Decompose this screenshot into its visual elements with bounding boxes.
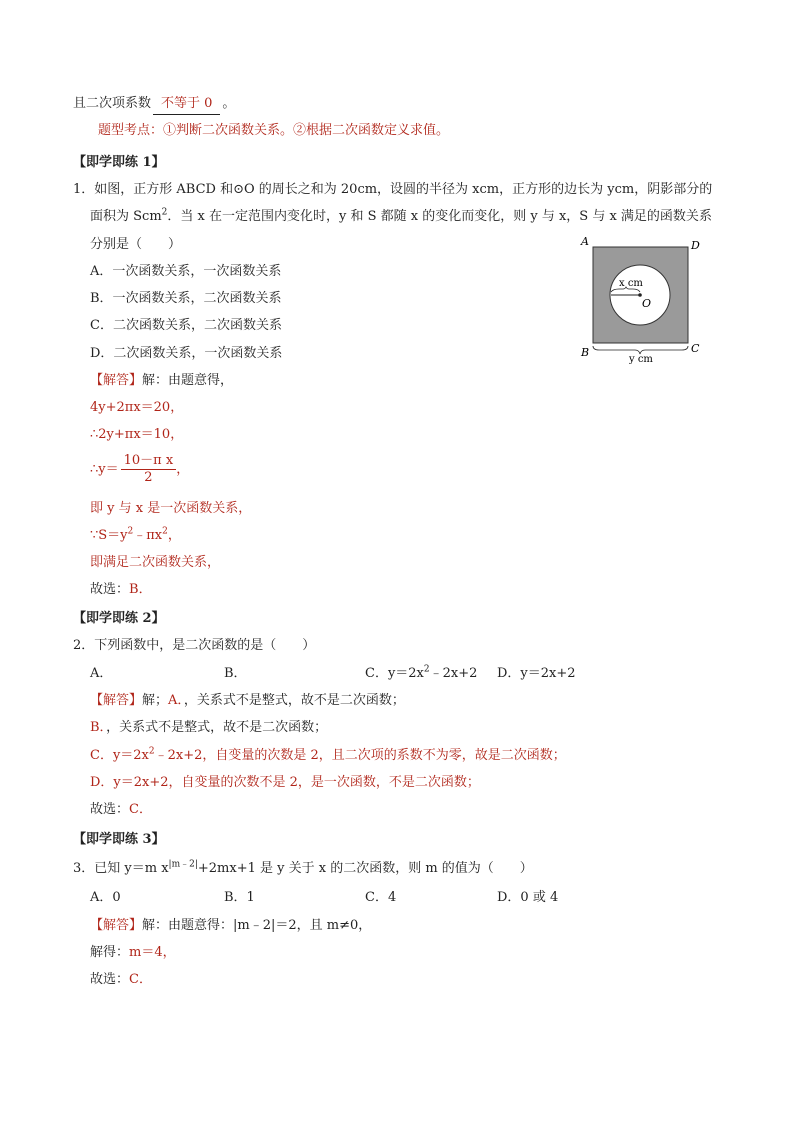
- choice-value: C．: [129, 802, 152, 817]
- option-1-c: C．二次函数关系，二次函数关系: [90, 318, 282, 333]
- answer-1-step-5: [90, 526, 181, 546]
- answer-label: 【解答】: [90, 373, 143, 388]
- q3-b: +2mx+1 是 y 关于 x 的二次函数，则 m 的值为（ ）: [197, 861, 533, 876]
- superscript: 2: [148, 746, 155, 757]
- superscript: 2: [423, 664, 430, 675]
- option-1-d: D．二次函数关系，一次函数关系: [90, 346, 283, 361]
- option-1-b: B．一次函数关系，二次函数关系: [90, 291, 282, 306]
- vertex-d-label: D: [691, 239, 700, 252]
- fraction: [121, 453, 177, 486]
- fraction-numerator: 10－π x: [121, 453, 177, 470]
- center-o-label: O: [642, 297, 652, 310]
- exponent: |m﹣2|: [168, 859, 198, 870]
- opt-c-a: C．y＝2x: [365, 666, 424, 681]
- question-2: 2．下列函数中，是二次函数的是（ ）: [73, 638, 316, 653]
- a1-c: ，关系式不是整式，故不是二次函数；: [183, 693, 405, 708]
- solve-value: m＝4，: [129, 945, 176, 960]
- q3-a: 3．已知 y＝m x: [73, 861, 169, 876]
- superscript: 2: [162, 526, 168, 537]
- answer-2-line-4: D．y＝2x+2，自变量的次数不是 2，是一次函数，不是二次函数；: [90, 775, 480, 790]
- q2-text-a: 面积为 Scm: [90, 209, 162, 224]
- option-2-a: A．: [90, 666, 113, 681]
- square-circle-figure: [575, 234, 705, 366]
- answer-2-choice: [90, 800, 152, 820]
- answer-1-step-1: 4y+2πx＝20，: [90, 400, 184, 415]
- question-1-line-1: 1．如图，正方形 ABCD 和⊙O 的周长之和为 20cm，设圆的半径为 xcm，正方形的边长为 ycm，阴影部分的: [73, 182, 713, 197]
- a3-a: C．y＝2x: [90, 748, 149, 763]
- fraction-suffix: ，: [176, 462, 190, 477]
- choice-value: B．: [129, 582, 152, 597]
- answer-3-line-2: [90, 943, 176, 963]
- option-2-c: [365, 664, 477, 684]
- choice-label: 故选：: [90, 582, 130, 597]
- option-2-b: B．: [224, 666, 247, 681]
- option-3-d: D．0 或 4: [497, 890, 559, 905]
- radius-label: x cm: [619, 278, 643, 289]
- choice-value: C．: [129, 972, 152, 987]
- question-1-line-2: [90, 207, 712, 227]
- option-3-c: C．4: [365, 890, 397, 905]
- kaodian-line: 题型考点：①判断二次函数关系。②根据二次函数定义求值。: [98, 123, 450, 138]
- option-1-a: A．一次函数关系，一次函数关系: [90, 264, 282, 279]
- section-header-3: 【即学即练 3】: [73, 832, 165, 847]
- question-1-line-3: 分别是（ ）: [90, 237, 182, 252]
- answer-1-step-4: 即 y 与 x 是一次函数关系，: [90, 501, 252, 516]
- intro-line: [73, 94, 235, 115]
- superscript: 2: [127, 526, 134, 537]
- vertex-c-label: C: [691, 342, 700, 355]
- a2-a: B．: [90, 720, 107, 735]
- s5-b: ﹣πx: [133, 528, 163, 543]
- answer-2-line-1: [90, 691, 405, 711]
- answer-1-step-3: [90, 453, 189, 487]
- a3-line-1-text: 解：由题意得：|m﹣2|＝2，且 m≠0，: [142, 918, 372, 933]
- answer-intro-text: 解：由题意得，: [142, 373, 234, 388]
- answer-label: 【解答】: [90, 918, 143, 933]
- a2-b: ，关系式不是整式，故不是二次函数；: [106, 720, 328, 735]
- answer-3-choice: [90, 970, 152, 990]
- option-3-a: A．0: [90, 890, 121, 905]
- fill-blank: 不等于 0: [153, 94, 220, 115]
- question-3: [73, 859, 533, 879]
- side-brace: [593, 346, 688, 354]
- vertex-a-label: A: [581, 235, 589, 248]
- solve-label: 解得：: [90, 945, 130, 960]
- answer-2-line-3: [90, 746, 566, 766]
- superscript: 2: [161, 207, 168, 218]
- answer-1-step-2: ∴2y+πx＝10，: [90, 427, 184, 442]
- answer-1-choice: [90, 580, 152, 600]
- section-header-2: 【即学即练 2】: [73, 611, 165, 626]
- a1-b: A．: [168, 693, 184, 708]
- option-2-d: D．y＝2x+2: [497, 666, 576, 681]
- answer-3-line-1: [90, 916, 371, 936]
- intro-text: 且二次项系数: [73, 96, 152, 111]
- side-label: y cm: [629, 354, 653, 365]
- choice-label: 故选：: [90, 972, 130, 987]
- fraction-denominator: 2: [144, 470, 153, 485]
- s5-c: ，: [167, 528, 181, 543]
- intro-suffix: 。: [222, 96, 236, 111]
- s5-a: ∵S＝y: [90, 528, 128, 543]
- answer-1-intro: [90, 371, 233, 391]
- answer-2-line-2: [90, 718, 327, 738]
- option-3-b: B．1: [224, 890, 255, 905]
- opt-c-b: ﹣2x+2: [429, 666, 478, 681]
- answer-label: 【解答】: [90, 693, 143, 708]
- choice-label: 故选：: [90, 802, 130, 817]
- a1-a: 解；: [142, 693, 169, 708]
- vertex-b-label: B: [581, 346, 590, 359]
- q2-text-b: ．当 x 在一定范围内变化时，y 和 S 都随 x 的变化而变化，则 y 与 x，S 与 x 满足的函数关系: [167, 209, 712, 224]
- fraction-prefix: ∴y＝: [90, 462, 119, 477]
- answer-1-step-6: 即满足二次函数关系，: [90, 555, 221, 570]
- a3-b: ﹣2x+2，自变量的次数是 2，且二次项的系数不为零，故是二次函数；: [154, 748, 566, 763]
- section-header-1: 【即学即练 1】: [73, 155, 165, 170]
